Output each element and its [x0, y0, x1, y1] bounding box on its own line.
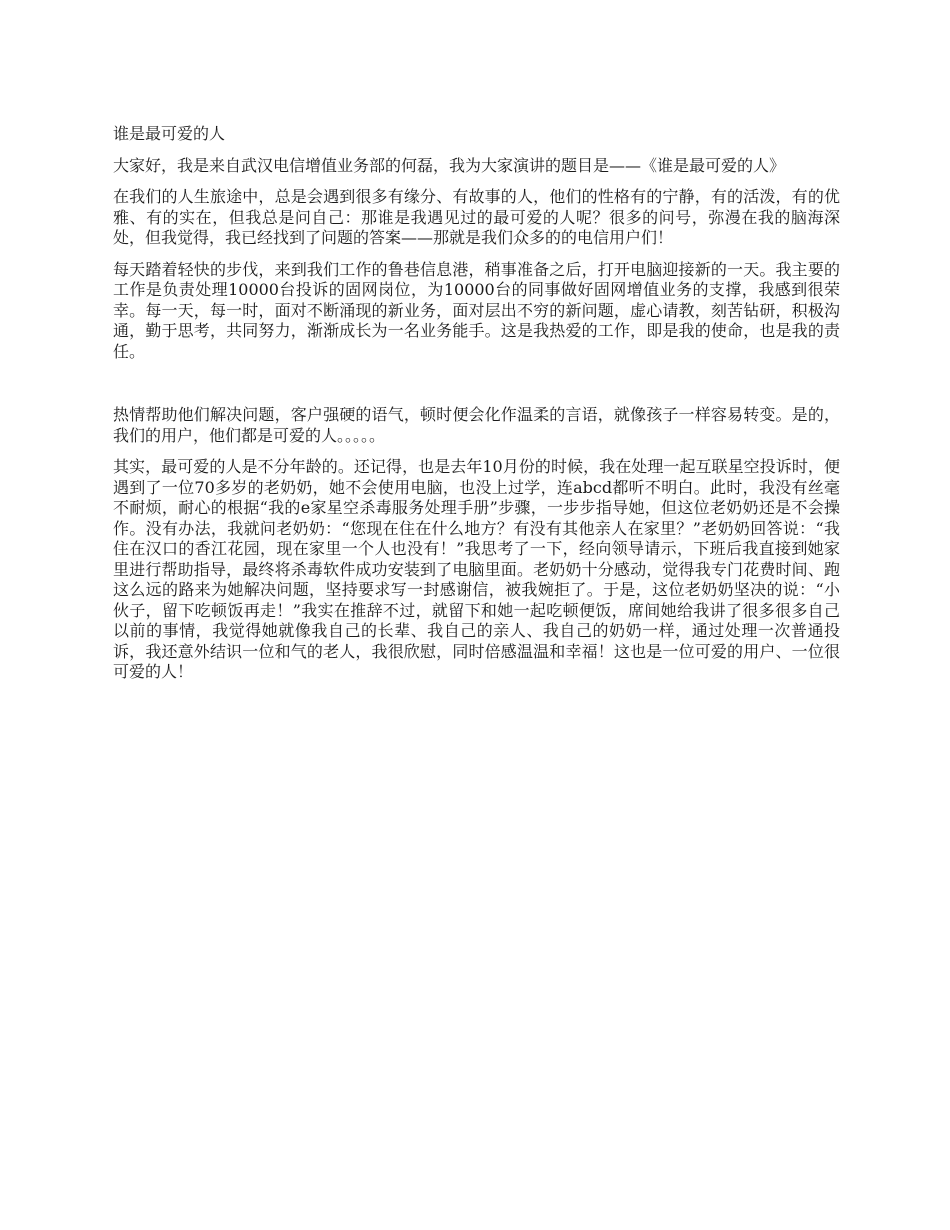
- blank-gap: [113, 373, 840, 405]
- paragraph-journey: 在我们的人生旅途中，总是会遇到很多有缘分、有故事的人，他们的性格有的宁静，有的活泼，有的优雅、有的实在，但我总是问自己：那谁是我遇见过的最可爱的人呢？很多的问号，弥漫在我的脑海深处，但我觉得，我已经找到了问题的答案——那就是我们众多的的电信用户们！: [113, 187, 840, 247]
- paragraph-work: 每天踏着轻快的步伐，来到我们工作的鲁巷信息港，稍事准备之后，打开电脑迎接新的一天。我主要的工作是负责处理10000台投诉的固网岗位，为10000台的同事做好固网增值业务的支撑，我感到很荣幸。每一天，每一时，面对不断涌现的新业务，面对层出不穷的新问题，虚心请教，刻苦钻研，积极沟通，勤于思考，共同努力，渐渐成长为一名业务能手。这是我热爱的工作，即是我的使命，也是我的责任。: [113, 259, 840, 361]
- paragraph-help: 热情帮助他们解决问题，客户强硬的语气，顿时便会化作温柔的言语，就像孩子一样容易转变。是的，我们的用户，他们都是可爱的人。。。。。: [113, 405, 840, 445]
- paragraph-intro: 大家好，我是来自武汉电信增值业务部的何磊，我为大家演讲的题目是——《谁是最可爱的人》: [113, 155, 786, 175]
- paragraph-grandma: 其实，最可爱的人是不分年龄的。还记得，也是去年10月份的时候，我在处理一起互联星空投诉时，便遇到了一位70多岁的老奶奶，她不会使用电脑，也没上过学，连abcd都听不明白。此时，我没有丝毫不耐烦，耐心的根据“我的e家星空杀毒服务处理手册”步骤，一步步指导她，但这位老奶奶还是不会操作。没有办法，我就问老奶奶：“您现在住在什么地方？有没有其他亲人在家里？”老奶奶回答说：“我住在汉口的香江花园，现在家里一个人也没有！”我思考了一下，经向领导请示，下班后我直接到她家里进行帮助指导，最终将杀毒软件成功安装到了电脑里面。老奶奶十分感动，觉得我专门花费时间、跑这么远的路来为她解决问题，坚持要求写一封感谢信，被我婉拒了。于是，这位老奶奶坚决的说：“小伙子，留下吃顿饭再走！”我实在推辞不过，就留下和她一起吃顿便饭，席间她给我讲了很多很多自己以前的事情，我觉得她就像我自己的长辈、我自己的亲人、我自己的奶奶一样，通过处理一次普通投诉，我还意外结识一位和气的老人，我很欣慰，同时倍感温温和幸福！这也是一位可爱的用户、一位很可爱的人！: [113, 457, 840, 681]
- document-page: [113, 124, 840, 694]
- document-title: 谁是最可爱的人: [113, 124, 226, 143]
